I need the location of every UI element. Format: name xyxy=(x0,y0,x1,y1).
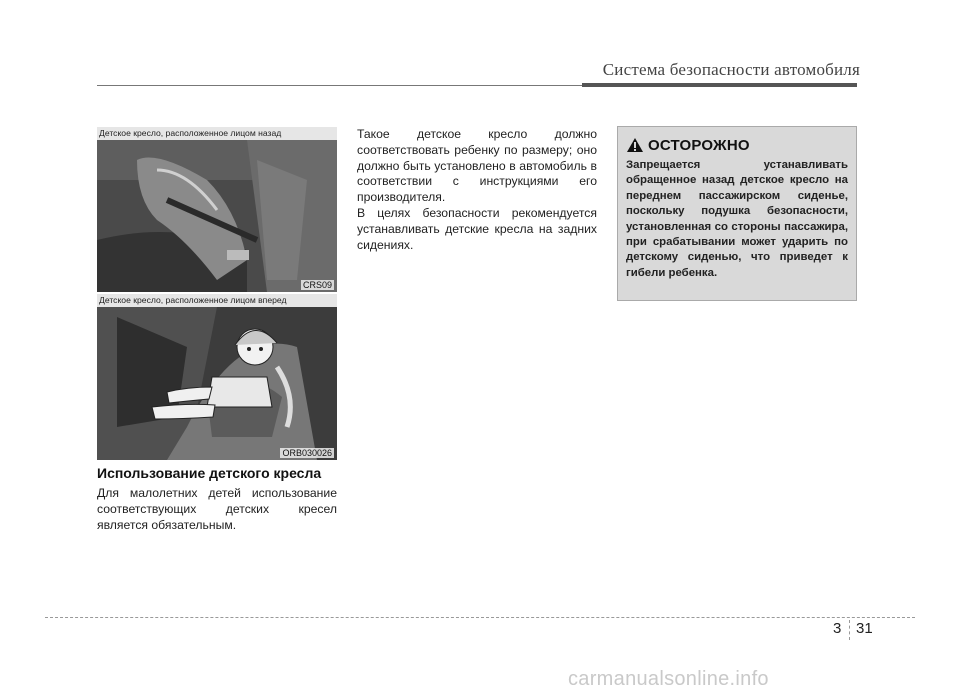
body-paragraph: Для малолетних детей использование соответствующих детских кресел является обязательным. xyxy=(97,486,337,532)
body-paragraph: Такое детское кресло должно соответствовать ребенку по размеру; оно должно быть установлено в автомобиль в соответствии с инструкциями его производителя. xyxy=(357,127,597,205)
page-number: 31 xyxy=(856,620,873,637)
figure-caption-forward-facing: Детское кресло, расположенное лицом вперед xyxy=(97,294,337,307)
warning-text: Запрещается устанавливать обращенное назад детское кресло на переднем пассажирском сиденье, поскольку подушка безопасности, установленная со стороны пассажира, при срабатывании может ударить по детскому сиденью, что приведет к гибели ребенка. xyxy=(626,159,848,279)
chapter-number: 3 xyxy=(833,620,842,637)
section-title: Система безопасности автомобиля xyxy=(602,60,860,79)
section-heading: Использование детского кресла xyxy=(97,465,322,481)
page-number-separator xyxy=(849,620,850,640)
figure-code: CRS09 xyxy=(302,280,332,290)
figure-code: ORB030026 xyxy=(282,448,332,458)
header-rule-accent xyxy=(582,83,857,87)
figure-caption-rear-facing: Детское кресло, расположенное лицом назад xyxy=(97,127,337,140)
warning-box xyxy=(617,126,857,301)
footer-rule xyxy=(45,617,915,618)
watermark: carmanualsonline.info xyxy=(568,668,769,690)
photo-rear-facing-child-seat xyxy=(97,140,337,292)
photo-forward-facing-child-seat xyxy=(97,307,337,460)
warning-header xyxy=(626,135,848,155)
warning-triangle-icon xyxy=(626,137,644,153)
body-paragraph: В целях безопасности рекомендуется устанавливать детские кресла на задних сидениях. xyxy=(357,206,597,252)
warning-title: ОСТОРОЖНО xyxy=(648,136,750,154)
